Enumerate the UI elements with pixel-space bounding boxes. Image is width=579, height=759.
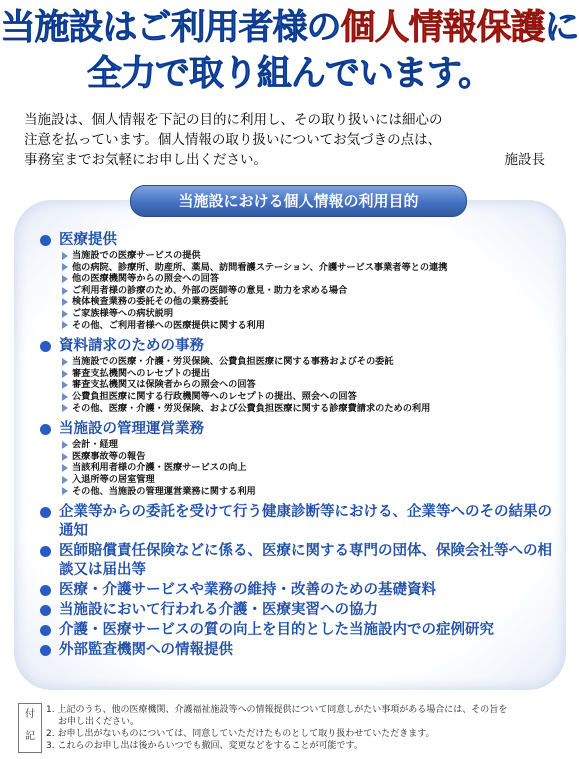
title-tail: に — [544, 8, 579, 48]
purpose-list — [40, 231, 555, 660]
panel-header: 当施設における個人情報の利用目的 — [130, 185, 467, 217]
bullet-icon — [40, 507, 51, 518]
list-item: 当施設での医療サービスの提供 — [62, 250, 555, 262]
section-heading — [40, 337, 555, 356]
triangle-right-icon — [62, 287, 68, 295]
triangle-right-icon — [62, 252, 68, 260]
list-item: 当該利用者様の介護・医療サービスの向上 — [62, 462, 555, 474]
purpose-bullet: 医療・介護サービスや業務の維持・改善のための基礎資料 — [40, 581, 555, 600]
sub-list — [62, 439, 555, 497]
title-highlight: 個人情報保護 — [340, 8, 545, 48]
list-item: 審査支払機関へのレセプトの提出 — [62, 368, 555, 380]
triangle-right-icon — [62, 275, 68, 283]
list-item: その他、ご利用者様への医療提供に関する利用 — [62, 320, 555, 332]
list-item: 医療事故等の報告 — [62, 451, 555, 463]
bullet-icon — [40, 605, 51, 616]
bullet-icon — [40, 341, 51, 352]
list-item: 検体検査業務の委託その他の業務委託 — [62, 296, 555, 308]
purpose-bullet: 外部監査機関への情報提供 — [40, 641, 555, 660]
triangle-right-icon — [62, 441, 68, 449]
triangle-right-icon — [62, 310, 68, 318]
list-item: 会計・経理 — [62, 439, 555, 451]
list-item: 他の医療機関等からの照会への回答 — [62, 273, 555, 285]
section-heading-text: 医療提供 — [59, 232, 117, 248]
purpose-bullet: 介護・医療サービスの質の向上を目的とした当施設内での症例研究 — [40, 621, 555, 640]
list-item: 当施設での医療・介護・労災保険、公費負担医療に関する事務およびその委託 — [62, 356, 555, 368]
page-title — [0, 8, 579, 48]
list-item: その他、医療・介護・労災保険、および公費負担医療に関する診療費請求のための利用 — [62, 403, 555, 415]
list-item: その他、当施設の管理運営業務に関する利用 — [62, 486, 555, 498]
list-item: ご家族様等への病状説明 — [62, 308, 555, 320]
bullet-icon — [40, 625, 51, 636]
triangle-right-icon — [62, 476, 68, 484]
purpose-bullet: 当施設において行われる介護・医療実習への協力 — [40, 601, 555, 620]
purpose-bullet: 企業等からの委託を受けて行う健康診断等における、企業等へのその結果の通知 — [40, 503, 555, 541]
section-medical — [40, 231, 555, 331]
section-heading-text: 当施設の管理運営業務 — [59, 421, 204, 438]
sub-list — [62, 250, 555, 331]
notes-label: 付 記 — [18, 703, 42, 753]
sub-list — [62, 356, 555, 414]
section-heading — [40, 231, 555, 250]
triangle-right-icon — [62, 263, 68, 271]
note-line: 3. これらのお申し出は後からいつでも撤回、変更などをすることが可能です。 — [46, 741, 363, 751]
note-line: 2. お申し出がないものについては、同意していただけたものとして取り扱わせていただきます。 — [46, 729, 435, 739]
triangle-right-icon — [62, 381, 68, 389]
bullet-icon — [40, 645, 51, 656]
bullet-icon — [40, 585, 51, 596]
bullet-icon — [40, 235, 51, 246]
note-line: 1. 上記のうち、他の医療機関、介護福祉施設等への情報提供について同意しがたい事項がある場合には、その旨を — [46, 705, 508, 715]
triangle-right-icon — [62, 370, 68, 378]
triangle-right-icon — [62, 453, 68, 461]
intro-line: 事務室までお気軽にお申し出ください。 — [24, 152, 267, 168]
section-billing — [40, 337, 555, 414]
page-subtitle: 全力で取り組んでいます。 — [86, 54, 493, 94]
purpose-bullet: 医師賠償責任保険などに係る、医療に関する専門の団体、保険会社等への相談又は届出等 — [40, 542, 555, 580]
list-item: 公費負担医療に関する行政機関等へのレセプトの提出、照会への回答 — [62, 391, 555, 403]
title-blue-part: 当施設はご利用者様の — [0, 8, 341, 48]
triangle-right-icon — [62, 298, 68, 306]
list-item: ご利用者様の診療のため、外部の医師等の意見・助力を求める場合 — [62, 285, 555, 297]
intro-text — [24, 110, 559, 170]
triangle-right-icon — [62, 358, 68, 366]
triangle-right-icon — [62, 393, 68, 401]
notes — [46, 704, 566, 752]
triangle-right-icon — [62, 487, 68, 495]
signature: 施設長 — [504, 152, 545, 168]
list-item: 入退所等の居室管理 — [62, 474, 555, 486]
triangle-right-icon — [62, 464, 68, 472]
section-management — [40, 420, 555, 497]
section-heading-text: 資料請求のための事務 — [59, 338, 204, 355]
intro-line: 当施設は、個人情報を下記の目的に利用し、その取り扱いには細心の — [24, 112, 443, 128]
list-item: 他の病院、診療所、助産所、薬局、訪問看護ステーション、介護サービス事業者等との連携 — [62, 262, 555, 274]
intro-line: 注意を払っています。個人情報の取り扱いについてお気づきの点は、 — [24, 132, 442, 148]
section-heading — [40, 420, 555, 439]
triangle-right-icon — [62, 321, 68, 329]
bullet-icon — [40, 546, 51, 557]
note-line: お申し出ください。 — [58, 717, 140, 727]
list-item: 審査支払機関又は保険者からの照会への回答 — [62, 379, 555, 391]
triangle-right-icon — [62, 404, 68, 412]
bullet-icon — [40, 424, 51, 435]
